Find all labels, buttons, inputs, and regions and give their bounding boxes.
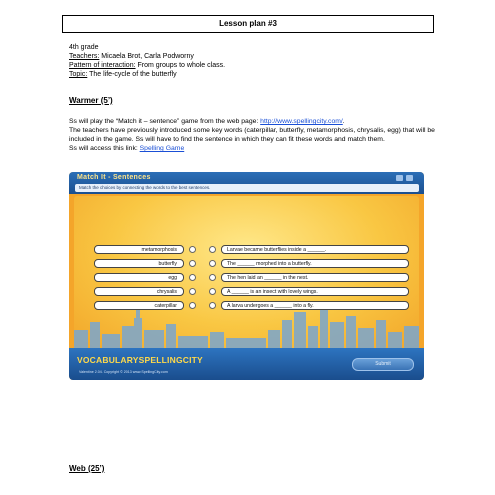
game-screenshot [69, 172, 424, 380]
warmer-line2: The teachers have previously introduced some key words (caterpillar, butterfly, metamorphosis, chrysalis, egg) that will be included in the game. Ss will have to find the sentence in which they can fit these words and match them. [69, 127, 435, 143]
game-instruction: Match the choices by connecting the words to the best sentences. [75, 184, 419, 192]
left-connector-dot[interactable] [189, 246, 196, 253]
lesson-title: Lesson plan #3 [62, 15, 434, 33]
right-connector-dot[interactable] [209, 260, 216, 267]
warmer-line3: Ss will access this link: [69, 145, 140, 152]
minimize-icon[interactable] [396, 175, 403, 181]
pattern-value: From groups to whole class. [135, 62, 226, 69]
sentence-box[interactable]: A larva undergoes a ______ into a fly. [221, 301, 409, 310]
warmer-heading: Warmer (5’) [69, 96, 113, 105]
right-connector-dot[interactable] [209, 288, 216, 295]
teachers-line [69, 52, 225, 61]
spelling-game-link[interactable]: Spelling Game [139, 145, 185, 152]
topic-value: The life-cycle of the butterfly [87, 71, 177, 78]
spellingcity-url-link[interactable]: http://www.spellingcity.com/ [260, 118, 343, 125]
word-box-butterfly[interactable]: butterfly [94, 259, 184, 268]
warmer-line1-end: . [342, 118, 345, 125]
pattern-line [69, 61, 225, 70]
copyright-text: Valentine 2.04. Copyright © 2013 www.SpellingCity.com [79, 370, 168, 374]
teachers-label: Teachers: [69, 53, 100, 60]
topic-label: Topic: [69, 71, 88, 78]
word-box-caterpillar[interactable]: caterpillar [94, 301, 184, 310]
sentence-box[interactable]: The hen laid an ______ in the nest. [221, 273, 409, 282]
game-title: Match It - Sentences [77, 174, 151, 181]
web-heading: Web (25’) [69, 464, 105, 473]
word-box-metamorphosis[interactable]: metamorphosis [94, 245, 184, 254]
game-footer [69, 348, 424, 380]
right-connector-dot[interactable] [209, 274, 216, 281]
left-connector-dot[interactable] [189, 288, 196, 295]
close-icon[interactable] [406, 175, 413, 181]
word-box-egg[interactable]: egg [94, 273, 184, 282]
game-header [69, 172, 424, 194]
submit-button[interactable]: Submit [352, 358, 414, 371]
sentence-box[interactable]: A ______ is an insect with lovely wings. [221, 287, 409, 296]
right-connector-dot[interactable] [209, 246, 216, 253]
word-box-chrysalis[interactable]: chrysalis [94, 287, 184, 296]
left-connector-dot[interactable] [189, 260, 196, 267]
spellingcity-logo: VOCABULARYSPELLINGCITY [77, 355, 203, 365]
left-connector-dot[interactable] [189, 274, 196, 281]
sentence-box[interactable]: The ______ morphed into a butterfly. [221, 259, 409, 268]
left-connector-dot[interactable] [189, 302, 196, 309]
lesson-meta [69, 43, 225, 79]
right-connector-dot[interactable] [209, 302, 216, 309]
grade: 4th grade [69, 44, 99, 51]
sentence-box[interactable]: Larvae became butterflies inside a ______. [221, 245, 409, 254]
pattern-label: Pattern of interaction: [69, 62, 136, 69]
warmer-text [69, 117, 439, 153]
topic-line [69, 70, 225, 79]
warmer-line1: Ss will play the “Match it – sentence” game from the web page: [69, 118, 261, 125]
teachers-value: Micaela Brot, Carla Podworny [99, 53, 194, 60]
